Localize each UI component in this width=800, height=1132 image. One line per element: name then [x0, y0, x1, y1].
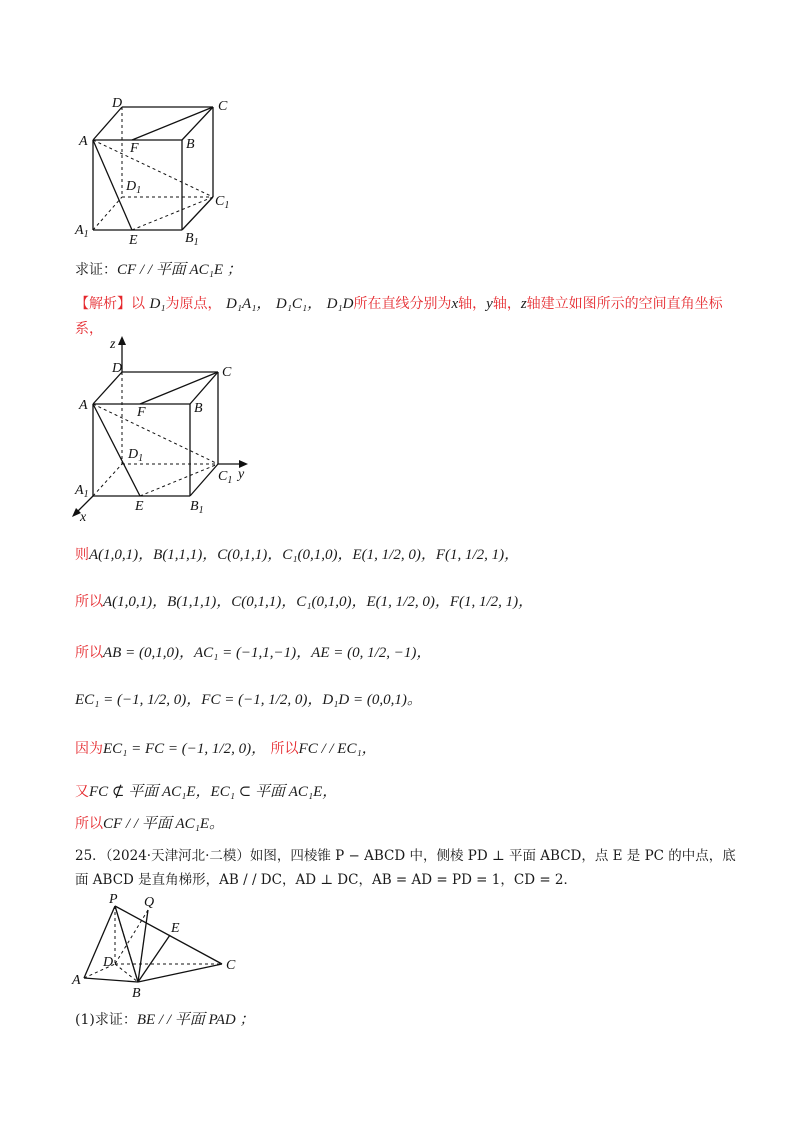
sub-question-1: (1)求证：BE / / 平面 PAD ；	[75, 1012, 255, 1028]
label-A: A	[72, 973, 81, 988]
label-Q: Q	[144, 895, 155, 910]
label-A: A	[79, 398, 88, 413]
label-F: F	[137, 405, 146, 420]
label-A1: $A_1$	[75, 223, 89, 240]
conclusion-line: 所以CF / / 平面 AC₁E。	[75, 816, 225, 832]
label-E: E	[129, 233, 138, 248]
question-25-line-1: 25．（2024·天津河北·二模）如图，四棱锥 P − ABCD 中，侧棱 PD ⊥ 平面 ABCD，点 E 是 PC 的中点，底	[75, 848, 736, 864]
label-B: B	[194, 401, 203, 416]
label-B: B	[186, 137, 195, 152]
solution-line-1: 【解析】以 D₁为原点， D₁A₁， D₁C₁， D₁D所在直线分别为x轴，y轴，z轴建立如图所示的空间直角坐标	[75, 296, 723, 312]
label-B1: $B_1$	[185, 231, 199, 248]
label-A1: $A_1$	[75, 483, 89, 500]
coords-line-1: 则A(1,0,1)，B(1,1,1)，C(0,1,1)，C₁(0,1,0)，E(1, 1/2, 0)，F(1, 1/2, 1)，	[75, 547, 520, 563]
label-D: D	[103, 955, 114, 970]
label-C: C	[226, 958, 236, 973]
label-D1: $D_1$	[126, 179, 142, 196]
cube-figure-1	[70, 92, 260, 252]
also-line: 又FC ⊄ 平面 AC₁E，EC₁ ⊂ 平面 AC₁E，	[75, 784, 338, 800]
because-line: 因为EC₁ = FC = (−1, 1/2, 0)， 所以FC / / EC₁，	[75, 741, 377, 757]
proof-statement: 求证：CF / / 平面 AC₁E ；	[75, 262, 242, 278]
vectors-line-2: EC₁ = (−1, 1/2, 0)，FC = (−1, 1/2, 0)，D₁D = (0,0,1)。	[75, 692, 422, 708]
label-C: C	[222, 365, 232, 380]
label-E: E	[171, 921, 180, 936]
label-D1: $D_1$	[128, 447, 144, 464]
label-B: B	[132, 986, 141, 1001]
axis-y-label: y	[238, 467, 245, 482]
question-25-line-2: 面 ABCD 是直角梯形，AB / / DC，AD ⊥ DC，AB = AD = PD = 1，CD = 2．	[75, 872, 578, 888]
axis-x-label: x	[80, 510, 87, 525]
vectors-line-1: 所以AB = (0,1,0)，AC₁ = (−1,1,−1)，AE = (0, 1/2, −1)，	[75, 645, 432, 661]
label-P: P	[109, 892, 118, 907]
label-C1: $C_1$	[215, 194, 230, 211]
label-A: A	[79, 134, 88, 149]
label-F: F	[130, 141, 139, 156]
label-B1: $B_1$	[190, 499, 204, 516]
solution-line-2: 系，	[75, 321, 103, 337]
axis-z-label: z	[110, 337, 116, 352]
label-D: D	[112, 361, 123, 376]
pyramid-figure	[70, 892, 250, 1002]
label-C1: $C_1$	[218, 469, 233, 486]
label-D: D	[112, 96, 123, 111]
cube-figure-2-axes	[70, 336, 270, 526]
label-C: C	[218, 99, 228, 114]
label-E: E	[135, 499, 144, 514]
coords-line-2: 所以A(1,0,1)，B(1,1,1)，C(0,1,1)，C₁(0,1,0)，E(1, 1/2, 0)，F(1, 1/2, 1)，	[75, 594, 534, 610]
